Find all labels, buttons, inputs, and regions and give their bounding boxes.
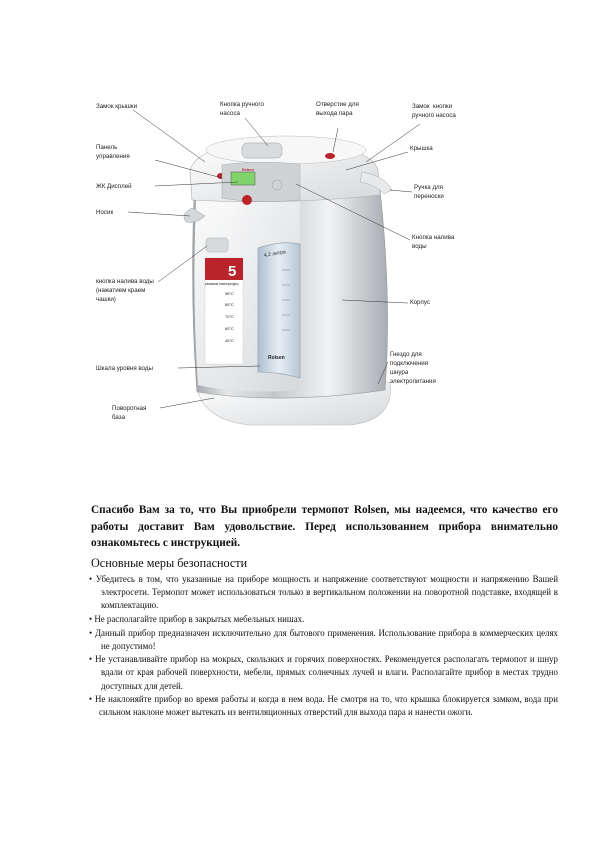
label-cup-pour-button: кнопка налива воды (нажатием краем чашки) — [96, 278, 154, 303]
label-spout: Носик — [96, 209, 114, 216]
mode-header: режимов температуры — [205, 282, 239, 286]
label-control-panel: Панель управления — [96, 144, 130, 160]
label-rotating-base: Поворотная база — [112, 405, 147, 421]
safety-heading: Основные меры безопасности — [91, 556, 248, 570]
safety-list — [89, 573, 558, 720]
label-pour-button: Кнопка налива воды — [412, 234, 455, 250]
label-power-socket: Гнездо для подключения шнура электропитания — [390, 351, 436, 385]
label-body: Корпус — [410, 299, 430, 306]
label-carry-handle: Ручка для переноски — [414, 184, 444, 200]
safety-item: • Не устанавливайте прибор на мокрых, скользких и горячих поверхностях. Рекомендуется располагать термопот и шнур вдали от края рабочей поверхности, мебели, прямых солнечных лучей и влаги. Располагайте прибор в местах трудно доступных для детей. — [89, 654, 558, 691]
temp-70: 70°C — [225, 314, 234, 319]
temp-85: 85°C — [225, 302, 234, 307]
temp-60: 60°C — [225, 326, 234, 331]
intro-paragraph: Спасибо Вам за то, что Вы приобрели термопот Rolsen, мы надеемся, что качество его работы доставит Вам удовольствие. Перед использованием прибора внимательно ознакомьтесь с инструкцией. — [91, 504, 558, 550]
capacity-label: 4,2 литра — [263, 249, 287, 259]
label-lid-lock: Замок крышки — [96, 103, 138, 110]
mode-count: 5 — [228, 263, 237, 280]
label-lcd: ЖК Дисплей — [96, 183, 132, 190]
safety-item: • Данный прибор предназначен исключительно для бытового применения. Использование прибора в коммерческих целях не допустимо! — [89, 627, 558, 651]
safety-item: • Убедитесь в том, что указанные на приборе мощность и напряжение соответствуют мощности и напряжению Вашей электросети. Термопот может использоваться только в вертикальном положении на поворотной подставке, входящей в комплектацию. — [89, 574, 558, 611]
pump-button-shape — [242, 143, 282, 158]
safety-item: • Не наклоняйте прибор во время работы и когда в нем вода. Не смотря на то, что крышка блокируется замком, вода при сильном наклоне может вытекать из вентиляционных отверстий для выхода пара и нанести ожоги. — [89, 694, 558, 718]
label-manual-pump-button: Кнопка ручного насоса — [220, 101, 264, 117]
label-steam-hole: Отверстие для выхода пара — [316, 101, 359, 117]
safety-item: • Не располагайте прибор в закрытых мебельных нишах. — [89, 613, 305, 624]
temp-45: 45°C — [225, 338, 234, 343]
brand-logo-lid: Rolsen — [242, 168, 254, 172]
temp-98: 98°C — [225, 291, 234, 296]
label-water-scale: Шкала уровня воды — [96, 365, 153, 372]
label-pump-lock: Замок кнопки ручного насоса — [412, 103, 456, 119]
brand-logo-window: Rolsen — [268, 355, 285, 361]
label-lid: Крышка — [410, 145, 433, 152]
steam-hole-shape — [325, 153, 335, 159]
